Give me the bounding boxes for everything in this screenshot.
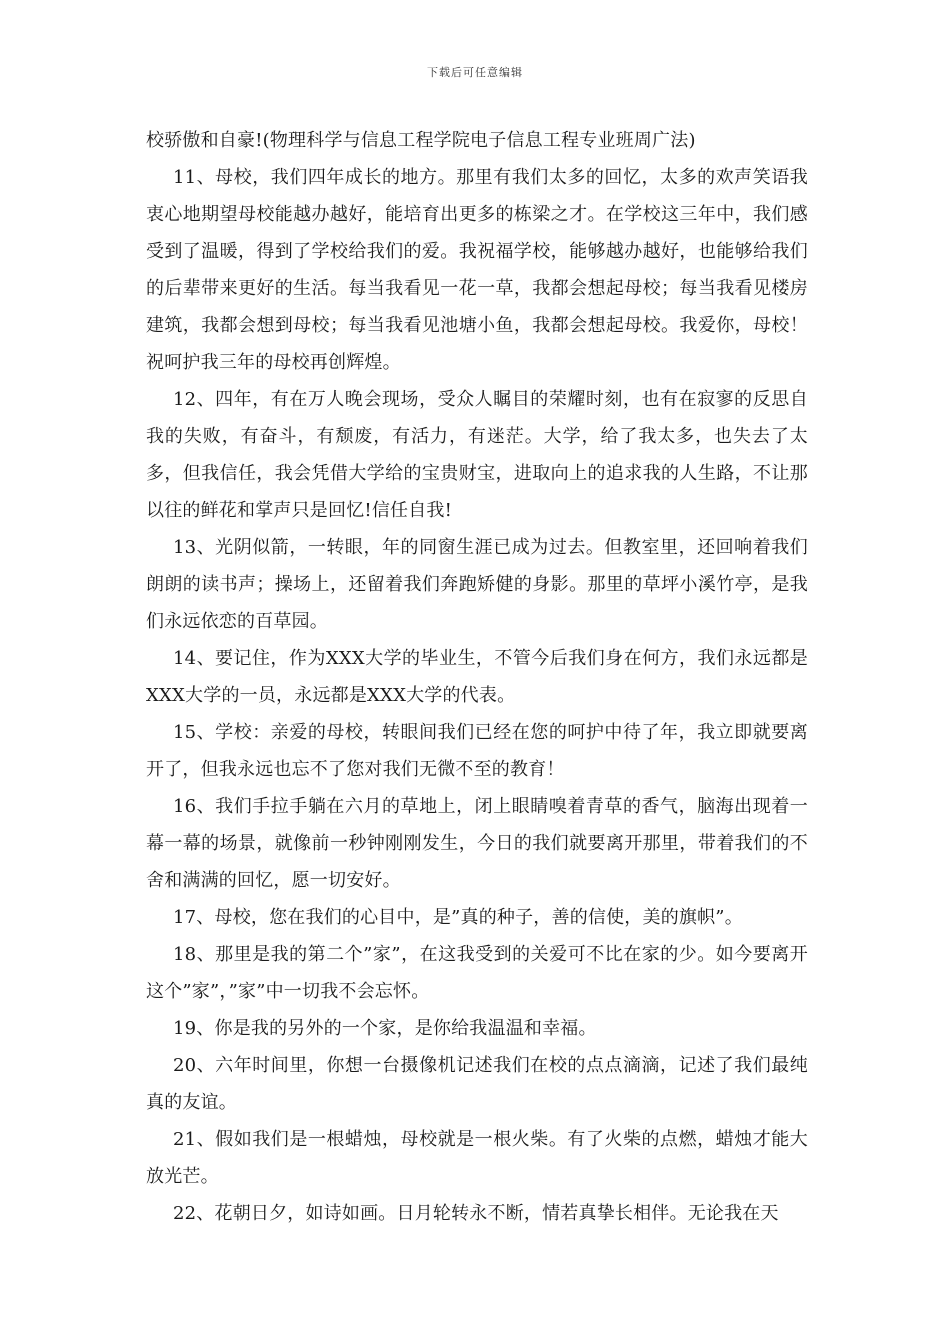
- paragraph-13: 13、光阴似箭，一转眼，年的同窗生涯已成为过去。但教室里，还回响着我们朗朗的读书声；操场上，还留着我们奔跑矫健的身影。那里的草坪小溪竹亭，是我们永远依恋的百草园。: [146, 537, 808, 632]
- paragraph-14: 14、要记住，作为XXX大学的毕业生，不管今后我们身在何方，我们永远都是XXX大学的一员，永远都是XXX大学的代表。: [146, 648, 808, 706]
- paragraph-22: 22、花朝日夕，如诗如画。日月轮转永不断，情若真挚长相伴。无论我在天: [173, 1203, 779, 1224]
- paragraph-12: 12、四年，有在万人晚会现场，受众人瞩目的荣耀时刻，也有在寂寥的反思自我的失败，有奋斗，有颓废，有活力，有迷茫。大学，给了我太多，也失去了太多，但我信任，我会凭借大学给的宝贵财宝，进取向上的追求我的人生路，不让那以往的鲜花和掌声只是回忆!信任自我!: [146, 389, 808, 521]
- paragraph-17: 17、母校，您在我们的心目中，是”真的种子，善的信使，美的旗帜”。: [173, 907, 743, 928]
- paragraph-15: 15、学校：亲爱的母校，转眼间我们已经在您的呵护中待了年，我立即就要离开了，但我永远也忘不了您对我们无微不至的教育！: [146, 722, 808, 780]
- paragraph-16: 16、我们手拉手躺在六月的草地上，闭上眼睛嗅着青草的香气，脑海出现着一幕一幕的场景，就像前一秒钟刚刚发生，今日的我们就要离开那里，带着我们的不舍和满满的回忆，愿一切安好。: [146, 796, 808, 891]
- paragraph-11: 11、母校，我们四年成长的地方。那里有我们太多的回忆，太多的欢声笑语我衷心地期望母校能越办越好，能培育出更多的栋梁之才。在学校这三年中，我们感受到了温暖，得到了学校给我们的爱。我祝福学校，能够越办越好，也能够给我们的后辈带来更好的生活。每当我看见一花一草，我都会想起母校；每当我看见楼房建筑，我都会想到母校；每当我看见池塘小鱼，我都会想起母校。我爱你，母校！祝呵护我三年的母校再创辉煌。: [146, 167, 808, 373]
- paragraph-19: 19、你是我的另外的一个家，是你给我温温和幸福。: [173, 1018, 597, 1039]
- paragraph-20: 20、六年时间里，你想一台摄像机记述我们在校的点点滴滴，记述了我们最纯真的友谊。: [146, 1055, 808, 1113]
- paragraph-18: 18、那里是我的第二个”家”，在这我受到的关爱可不比在家的少。如今要离开这个”家”，”家”中一切我不会忘怀。: [146, 944, 808, 1002]
- paragraph-21: 21、假如我们是一根蜡烛，母校就是一根火柴。有了火柴的点燃，蜡烛才能大放光芒。: [146, 1129, 808, 1187]
- paragraph-continuation: 校骄傲和自豪!(物理科学与信息工程学院电子信息工程专业班周广法): [146, 130, 696, 151]
- document-body: [146, 122, 808, 1232]
- page-header: 下载后可任意编辑: [427, 66, 523, 79]
